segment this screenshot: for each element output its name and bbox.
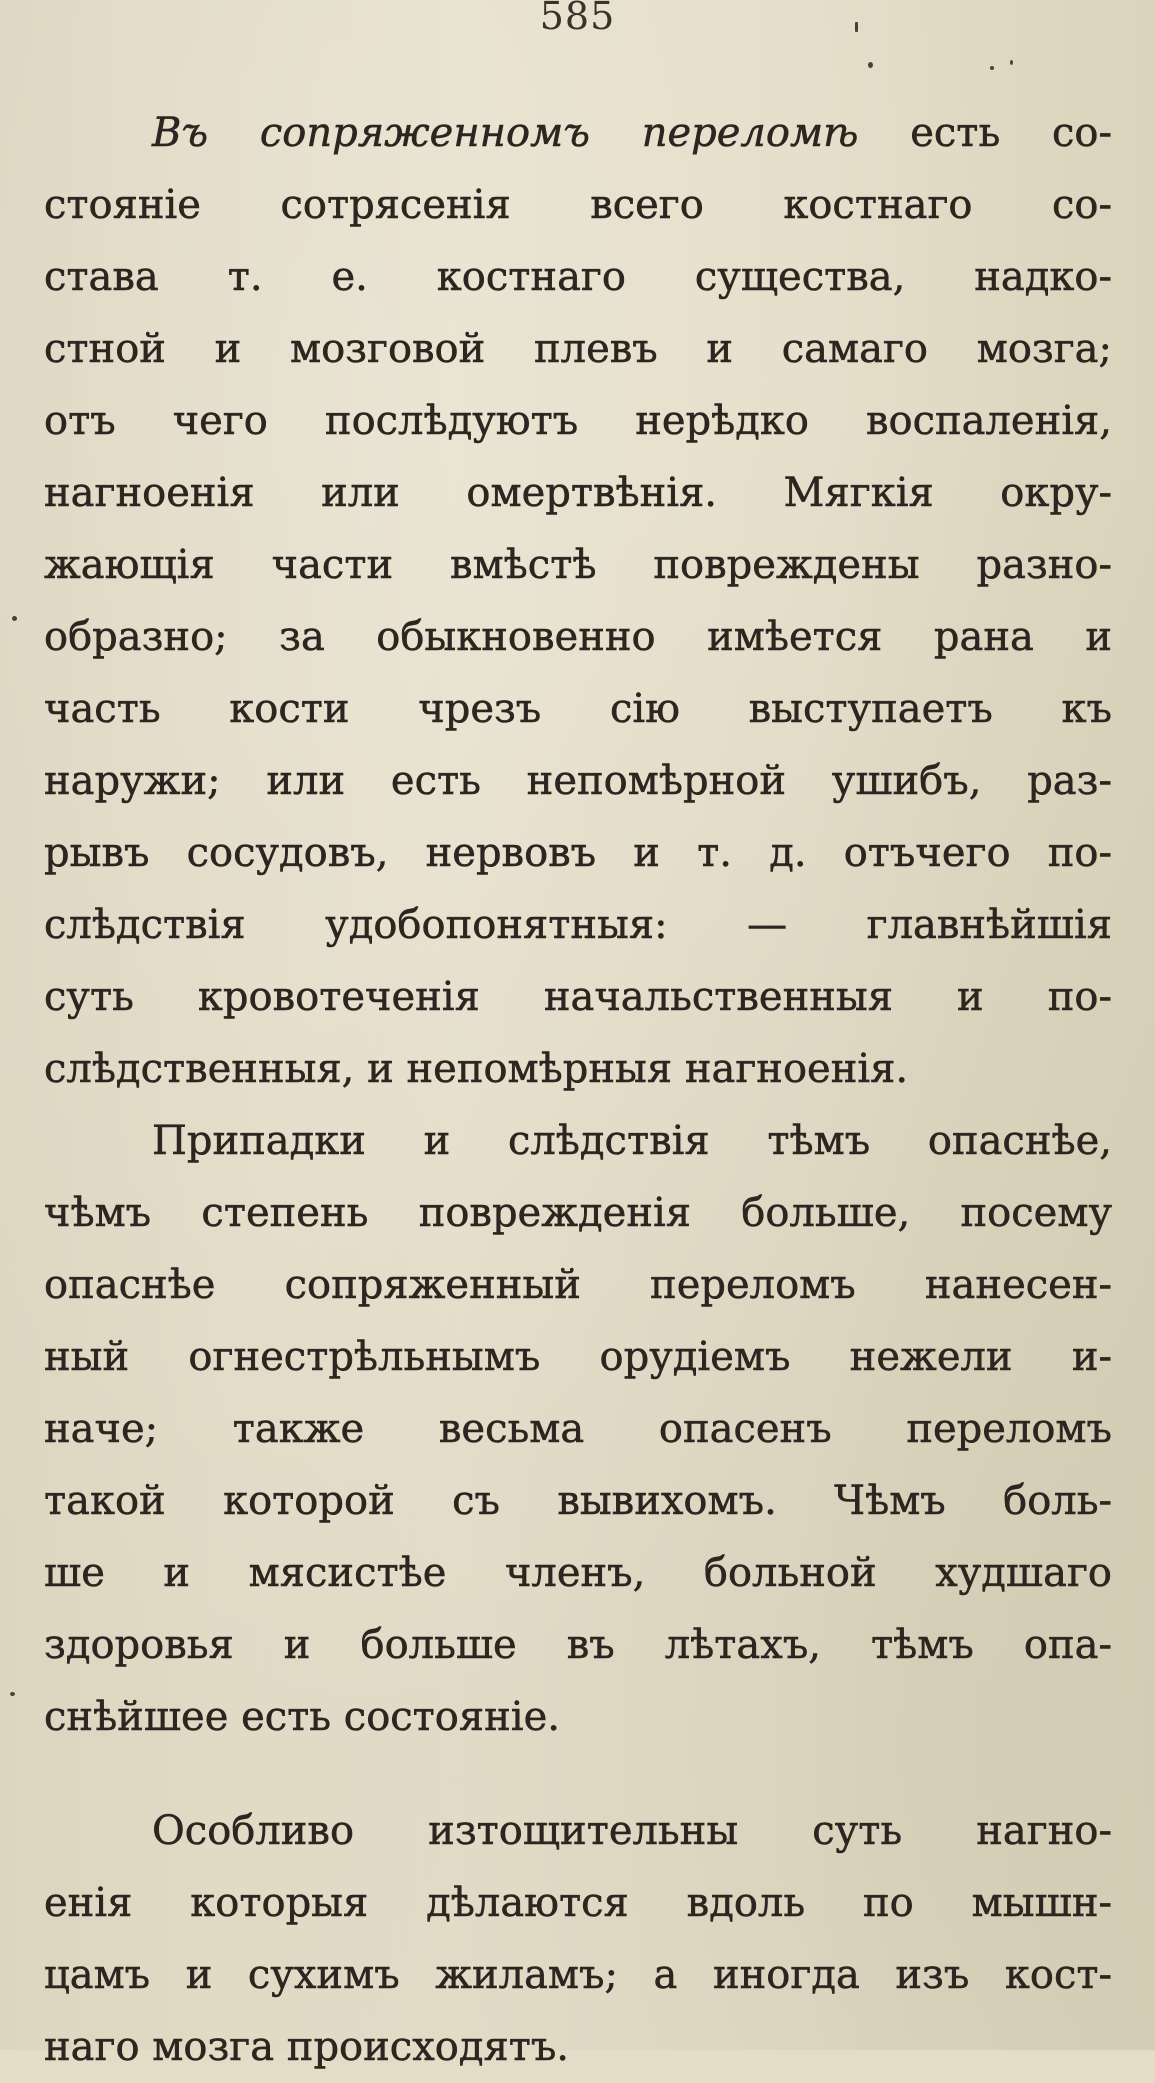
- body-text: [44, 97, 1112, 2083]
- text-line: ный огнестрѣльнымъ орудіемъ нежели и-: [44, 1334, 1112, 1380]
- text-line: рывъ сосудовъ, нервовъ и т. д. отъчего по-: [44, 830, 1112, 876]
- paragraph-3: [44, 1795, 1112, 2083]
- text-line: слѣдственныя, и непомѣрныя нагноенія.: [44, 1046, 909, 1092]
- text-line: наго мозга происходятъ.: [44, 2024, 569, 2070]
- text-line: суть кровотеченія начальственныя и по-: [44, 974, 1112, 1020]
- text-line: жающія части вмѣстѣ повреждены разно-: [44, 542, 1112, 588]
- page-number: 585: [539, 0, 616, 38]
- ink-speck: [855, 22, 858, 32]
- text-line: [44, 97, 1112, 169]
- text-line: Особливо изтощительны суть нагно-: [152, 1808, 1112, 1854]
- text-line: стной и мозговой плевъ и самаго мозга;: [44, 326, 1112, 372]
- text-line: става т. е. костнаго существа, надко-: [44, 254, 1112, 300]
- text-line: енія которыя дѣлаются вдоль по мышн-: [44, 1880, 1112, 1926]
- text-line: ше и мясистѣе членъ, больной худшаго: [44, 1550, 1112, 1596]
- text-line: чѣмъ степень поврежденія больше, посему: [44, 1190, 1112, 1236]
- text-line: опаснѣе сопряженный переломъ нанесен-: [44, 1262, 1112, 1308]
- text-line: образно; за обыкновенно имѣется рана и: [44, 614, 1112, 660]
- text-line: нагноенія или омертвѣнія. Мягкія окру-: [44, 470, 1112, 516]
- ink-speck: [12, 616, 17, 621]
- text-line: отъ чего послѣдуютъ нерѣдко воспаленія,: [44, 398, 1112, 444]
- text-line: наче; также весьма опасенъ переломъ: [44, 1406, 1112, 1452]
- ink-speck: [1010, 60, 1013, 65]
- text-line: такой которой съ вывихомъ. Чѣмъ боль-: [44, 1478, 1112, 1524]
- text-line: цамъ и сухимъ жиламъ; а иногда изъ кост-: [44, 1952, 1112, 1998]
- text-fragment: есть со-: [910, 110, 1113, 156]
- text-line: здоровья и больше въ лѣтахъ, тѣмъ опа-: [44, 1622, 1112, 1668]
- text-line: слѣдствія удобопонятныя: — главнѣйшія: [44, 902, 1112, 948]
- paragraph-1: [44, 97, 1112, 1105]
- text-line: часть кости чрезъ сію выступаетъ къ: [44, 686, 1112, 732]
- ink-speck: [868, 62, 873, 68]
- ink-speck: [10, 1692, 15, 1696]
- italic-term: Въ сопряженномъ переломѣ: [152, 110, 859, 156]
- text-line: снѣйшее есть состояніе.: [44, 1694, 560, 1740]
- text-line: наружи; или есть непомѣрной ушибъ, раз-: [44, 758, 1112, 804]
- ink-speck: [990, 66, 994, 70]
- text-line: Припадки и слѣдствія тѣмъ опаснѣе,: [152, 1118, 1112, 1164]
- paragraph-gap: [44, 1753, 1112, 1795]
- text-line: стояніе сотрясенія всего костнаго со-: [44, 182, 1112, 228]
- paragraph-2: [44, 1105, 1112, 1753]
